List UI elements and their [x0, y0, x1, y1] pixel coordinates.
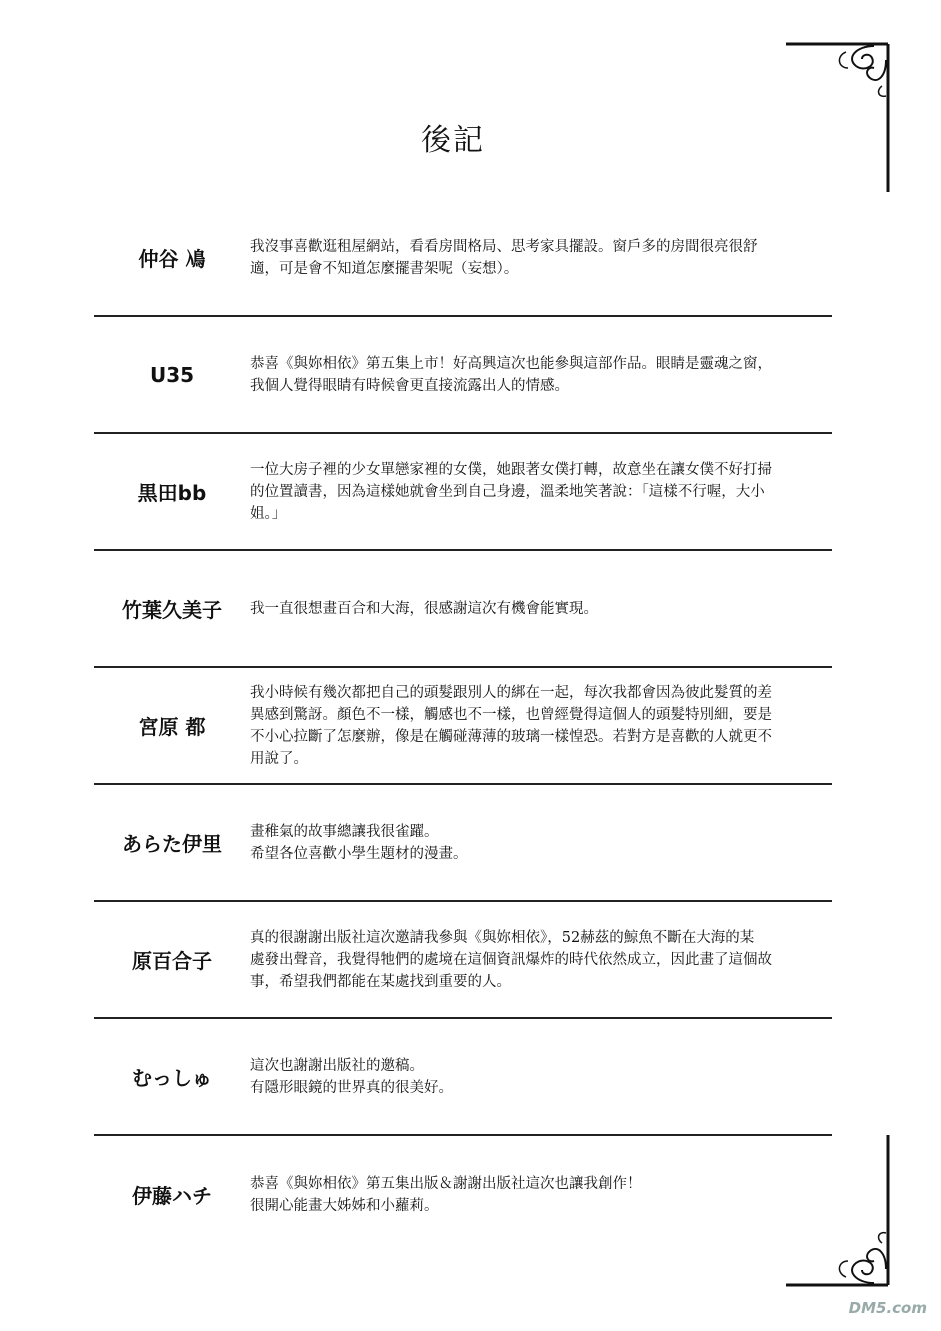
- author-name: 黒田bb: [137, 481, 207, 505]
- author-name: 宮原 都: [138, 715, 206, 739]
- afterword-entry: [94, 902, 832, 1019]
- author-name: U35: [149, 362, 195, 387]
- author-comment: 我小時候有幾次都把自己的頭髮跟別人的綁在一起，每次我都會因為彼此髮質的差 異感到驚訝。顏色不一樣，觸感也不一樣，也曾經覺得這個人的頭髮特別細，要是 不小心拉斷了怎麼辦，像是在觸碰薄薄的玻璃一樣惶恐。若對方是喜歡的人就更不 用說了。: [250, 684, 772, 767]
- watermark-logo: DM5.com: [848, 1299, 927, 1317]
- afterword-entry: [94, 785, 832, 902]
- author-name: 竹葉久美子: [122, 598, 222, 622]
- afterword-entry: [94, 1019, 832, 1136]
- afterword-entry: [94, 317, 832, 434]
- author-comment: 恭喜《與妳相依》第五集出版＆謝謝出版社這次也讓我創作！ 很開心能畫大姊姊和小蘿莉。: [250, 1175, 642, 1214]
- afterword-entry: [94, 668, 832, 785]
- afterword-list: [94, 200, 832, 1253]
- afterword-entry: [94, 434, 832, 551]
- author-comment: 我一直很想畫百合和大海，很感謝這次有機會能實現。: [250, 600, 598, 617]
- author-comment: 這次也謝謝出版社的邀稿。 有隱形眼鏡的世界真的很美好。: [250, 1057, 453, 1096]
- author-name: むっしゅ: [132, 1066, 212, 1090]
- author-comment: 一位大房子裡的少女單戀家裡的女僕，她跟著女僕打轉，故意坐在讓女僕不好打掃 的位置讀書，因為這樣她就會坐到自己身邊，溫柔地笑著說：「這樣不行喔，大小 姐。」: [250, 461, 772, 522]
- author-name: 原百合子: [132, 949, 212, 973]
- afterword-entry: [94, 200, 832, 317]
- author-comment: 我沒事喜歡逛租屋網站，看看房間格局、思考家具擺設。窗戶多的房間很亮很舒 適，可是會不知道怎麼擺書架呢（妄想）。: [250, 238, 758, 277]
- author-comment: 畫稚氣的故事總讓我很雀躍。 希望各位喜歡小學生題材的漫畫。: [250, 823, 468, 862]
- author-comment: 恭喜《與妳相依》第五集上市！好高興這次也能參與這部作品。眼睛是靈魂之窗， 我個人覺得眼睛有時候會更直接流露出人的情感。: [250, 355, 772, 394]
- page-title: 後記: [421, 123, 485, 158]
- afterword-entry: [94, 551, 832, 668]
- afterword-entry: [94, 1136, 832, 1253]
- author-name: あらた伊里: [122, 832, 222, 856]
- author-name: 伊藤ハチ: [132, 1184, 212, 1208]
- author-name: 仲谷 鳰: [138, 247, 206, 271]
- author-comment: 真的很謝謝出版社這次邀請我參與《與妳相依》，52赫茲的鯨魚不斷在大海的某 處發出聲音，我覺得牠們的處境在這個資訊爆炸的時代依然成立，因此畫了這個故 事，希望我們都能在某處找到重要的人。: [250, 929, 772, 990]
